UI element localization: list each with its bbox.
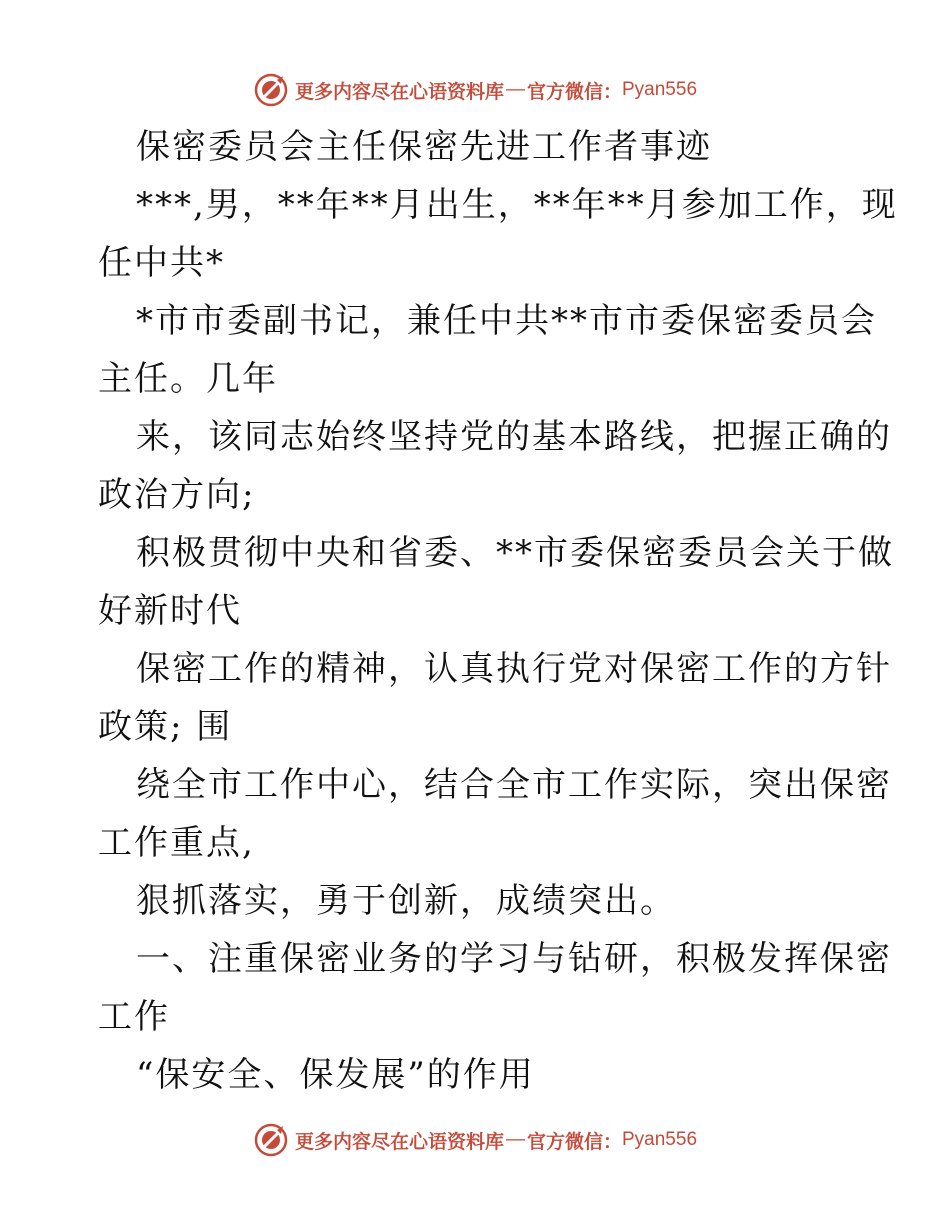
header-watermark [0, 70, 950, 110]
watermark-separator: — [505, 79, 525, 100]
watermark-text: 更多内容尽在心语资料库 [294, 80, 504, 103]
paragraph-line: *市市委副书记，兼任中共**市市委保密委员会 [136, 301, 877, 341]
pen-logo-icon [253, 72, 289, 108]
paragraph-line: 保密工作的精神，认真执行党对保密工作的方针 [136, 649, 892, 689]
paragraph-line: 政策; 围 [98, 707, 233, 747]
document-body [98, 118, 898, 1104]
document-title: 保密委员会主任保密先进工作者事迹 [136, 127, 712, 167]
watermark-text: 更多内容尽在心语资料库 [294, 1130, 504, 1153]
watermark-wechat-label: 官方微信： [526, 1130, 622, 1153]
paragraph-line: 来，该同志始终坚持党的基本路线，把握正确的 [136, 417, 892, 457]
paragraph-line: 任中共* [98, 243, 225, 283]
paragraph-line: 绕全市工作中心，结合全市工作实际，突出保密 [136, 765, 892, 805]
paragraph-line: 主任。几年 [98, 359, 278, 399]
watermark-separator: — [505, 1129, 525, 1150]
pen-logo-icon [253, 1122, 289, 1158]
paragraph-line: 好新时代 [98, 591, 242, 631]
watermark-wechat-id: Pyan556 [622, 1129, 698, 1150]
watermark-banner [253, 1120, 697, 1160]
section-heading: 一、注重保密业务的学习与钻研，积极发挥保密 [136, 939, 892, 979]
watermark-wechat-id: Pyan556 [622, 79, 698, 100]
footer-watermark [0, 1120, 950, 1160]
paragraph-line: ***,男，**年**月出生，**年**月参加工作，现 [136, 185, 898, 225]
section-heading-continuation: 工作 [98, 997, 170, 1037]
paragraph-line: 狠抓落实，勇于创新，成绩突出。 [136, 881, 676, 921]
paragraph-line: 积极贯彻中央和省委、**市委保密委员会关于做 [136, 533, 894, 573]
paragraph-line: 政治方向; [98, 475, 256, 515]
paragraph-line: 工作重点, [98, 823, 255, 863]
watermark-wechat-label: 官方微信： [526, 80, 622, 103]
section-subheading: “保安全、保发展”的作用 [136, 1055, 535, 1095]
watermark-banner [253, 70, 697, 110]
